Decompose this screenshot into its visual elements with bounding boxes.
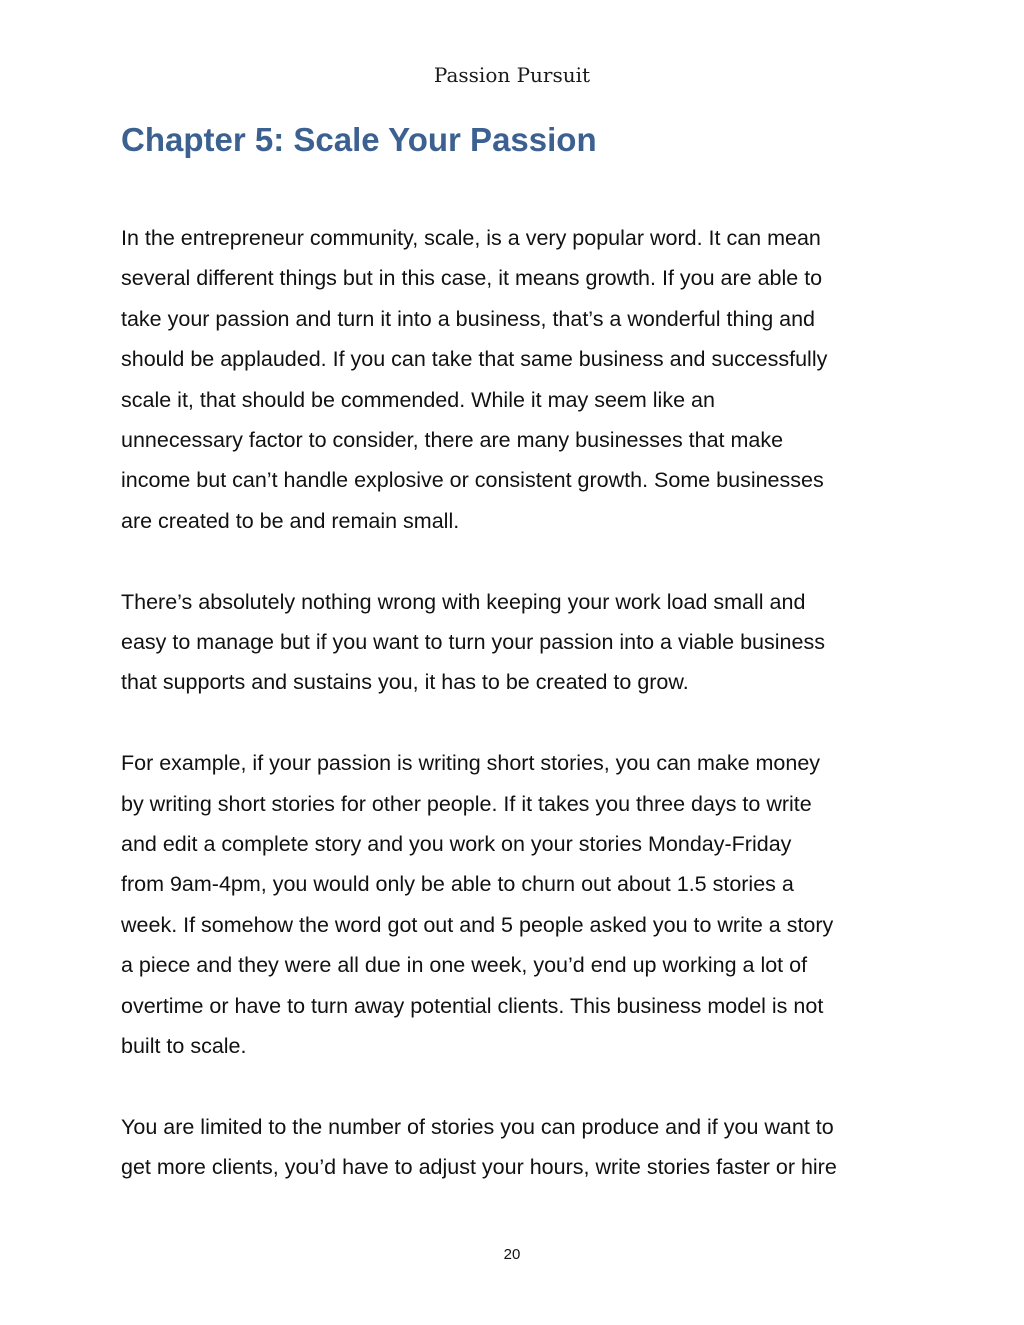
text-line: a piece and they were all due in one week, you’d end up working a lot of [121, 953, 808, 978]
text-line: by writing short stories for other people. If it takes you three days to write [121, 791, 812, 816]
text-line: take your passion and turn it into a business, that’s a wonderful thing and [121, 306, 816, 331]
text-line: There’s absolutely nothing wrong with keeping your work load small and [121, 589, 806, 614]
chapter-title: Chapter 5: Scale Your Passion [121, 121, 597, 158]
text-line: unnecessary factor to consider, there are many businesses that make [121, 428, 784, 453]
text-line: week. If somehow the word got out and 5 people asked you to write a story [121, 912, 834, 937]
running-header: Passion Pursuit [433, 63, 591, 87]
page-number: 20 [503, 1246, 521, 1263]
text-line: For example, if your passion is writing short stories, you can make money [121, 751, 821, 776]
paragraph-2 [121, 582, 911, 703]
text-line: and edit a complete story and you work on your stories Monday-Friday [121, 832, 792, 857]
text-line: should be applauded. If you can take that same business and successfully [121, 347, 828, 372]
text-line: You are limited to the number of stories you can produce and if you want to [121, 1114, 834, 1139]
paragraph-1 [121, 218, 911, 541]
text-line: several different things but in this case, it means growth. If you are able to [121, 266, 823, 291]
text-line: that supports and sustains you, it has to be created to grow. [121, 670, 689, 695]
text-line: get more clients, you’d have to adjust your hours, write stories faster or hire [121, 1155, 837, 1180]
text-line: from 9am-4pm, you would only be able to churn out about 1.5 stories a [121, 872, 794, 897]
text-line: are created to be and remain small. [121, 508, 460, 533]
paragraph-4 [121, 1107, 911, 1188]
text-line: income but can’t handle explosive or consistent growth. Some businesses [121, 468, 824, 493]
text-line: In the entrepreneur community, scale, is a very popular word. It can mean [121, 226, 821, 250]
body-text [121, 218, 911, 1228]
text-line: overtime or have to turn away potential clients. This business model is not [121, 993, 824, 1018]
text-line: built to scale. [121, 1034, 247, 1059]
text-line: easy to manage but if you want to turn your passion into a viable business [121, 630, 825, 655]
paragraph-3 [121, 743, 911, 1066]
text-line: scale it, that should be commended. While it may seem like an [121, 387, 715, 412]
